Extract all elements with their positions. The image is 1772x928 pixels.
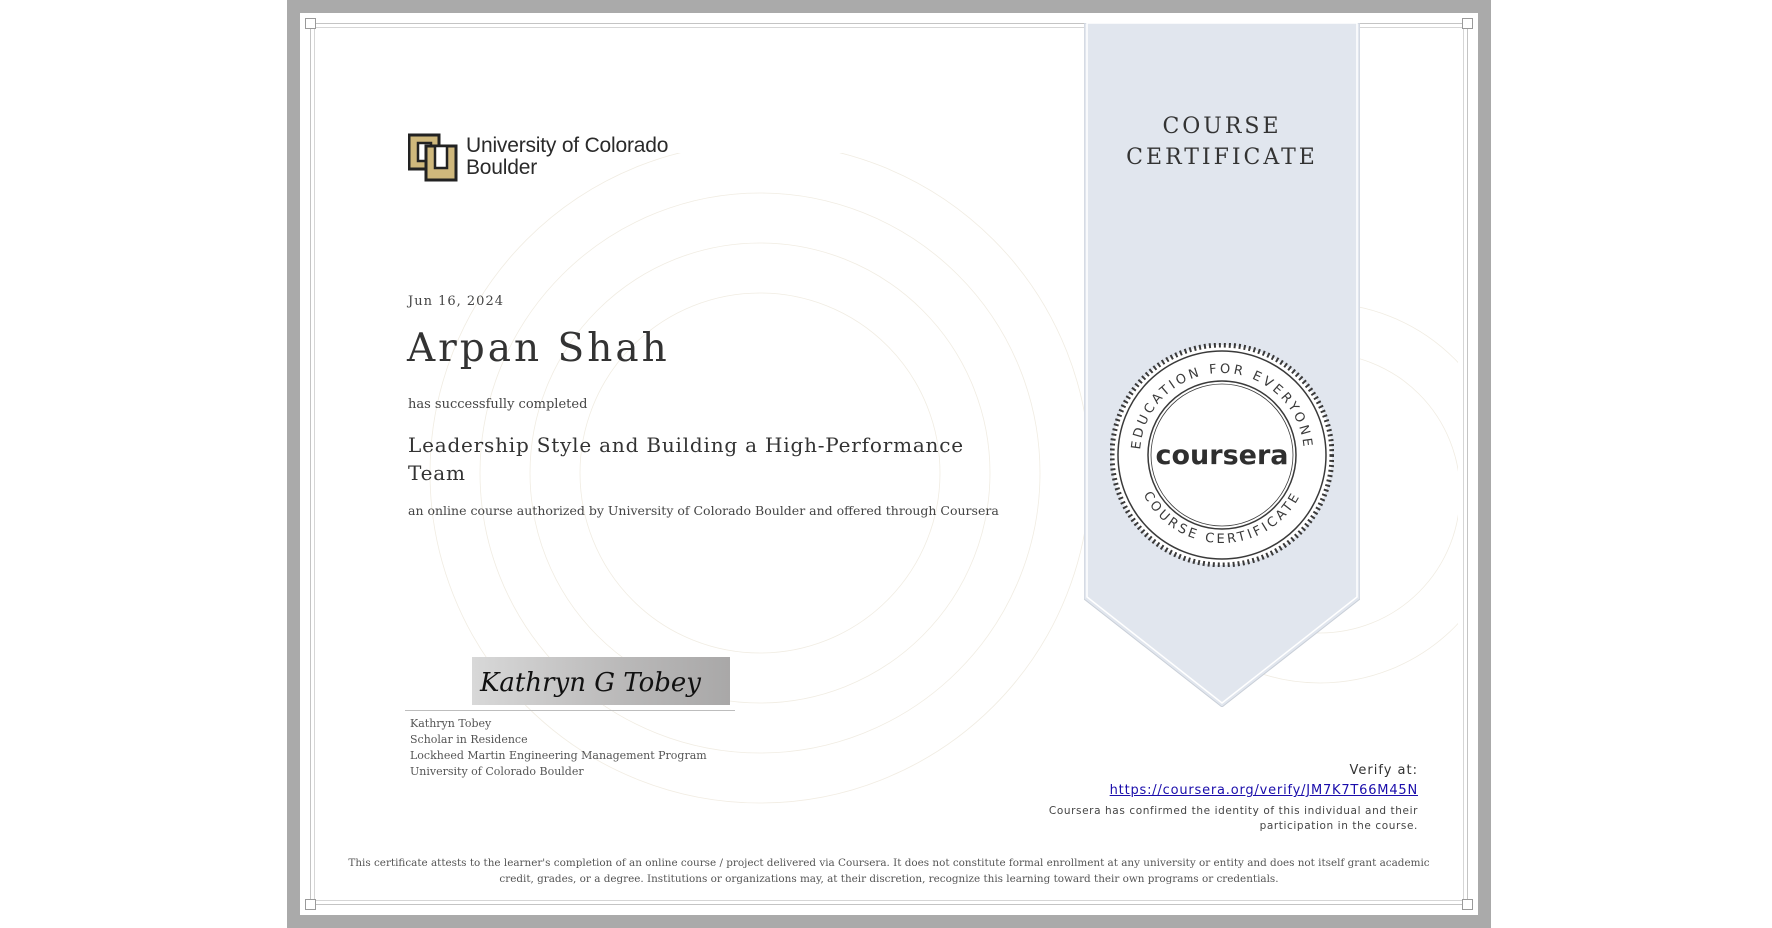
verify-block xyxy=(1110,763,1418,799)
signer-info xyxy=(410,716,707,780)
university-name xyxy=(466,135,668,179)
course-title: Leadership Style and Building a High-Performance Team xyxy=(408,433,964,485)
signer-title: Scholar in Residence xyxy=(410,733,528,746)
university-name-line1: University of Colorado xyxy=(466,134,669,157)
authorized-text: an online course authorized by University of Colorado Boulder and offered through Coursera xyxy=(408,503,999,518)
svg-text:Kathryn G Tobey: Kathryn G Tobey xyxy=(480,668,701,698)
corner-ornament xyxy=(305,18,316,29)
seal-top-text: EDUCATION FOR EVERYONE xyxy=(1129,361,1315,451)
completed-text: has successfully completed xyxy=(408,397,588,412)
verify-note: Coursera has confirmed the identity of this individual and their participation in the course. xyxy=(1048,805,1418,832)
corner-ornament xyxy=(305,899,316,910)
signature-script xyxy=(472,657,730,705)
corner-ornament xyxy=(1462,899,1473,910)
cu-logo-icon xyxy=(408,132,458,182)
signer-university: University of Colorado Boulder xyxy=(410,765,584,778)
coursera-logo: coursera xyxy=(1155,440,1289,471)
university-name-line2: Boulder xyxy=(466,156,537,179)
signature-image xyxy=(472,657,730,705)
signature-line xyxy=(405,710,735,711)
completion-date: Jun 16, 2024 xyxy=(408,294,504,309)
ribbon-title-line2: CERTIFICATE xyxy=(1126,145,1318,170)
seal-bottom-text: COURSE CERTIFICATE xyxy=(1139,488,1305,548)
ribbon-title xyxy=(1084,111,1360,173)
coursera-seal xyxy=(1110,343,1334,567)
disclaimer-text: This certificate attests to the learner's completion of an online course / project delivered via Coursera. It does not constitute formal enrollment at any university or entity and does not itself grant academic credit, grades, or a degree. Institutions or organizations may, at their discretion, recognize this learning toward their own programs or credentials. xyxy=(348,857,1430,885)
corner-ornament xyxy=(1462,18,1473,29)
university-logo xyxy=(408,132,668,182)
signer-program: Lockheed Martin Engineering Management Program xyxy=(410,749,707,762)
ribbon-title-line1: COURSE xyxy=(1162,114,1282,139)
recipient-name: Arpan Shah xyxy=(407,326,670,371)
verify-label: Verify at: xyxy=(1349,763,1418,778)
verify-link[interactable]: https://coursera.org/verify/JM7K7T66M45N xyxy=(1109,783,1418,798)
certificate xyxy=(300,13,1478,915)
signer-name: Kathryn Tobey xyxy=(410,717,492,730)
